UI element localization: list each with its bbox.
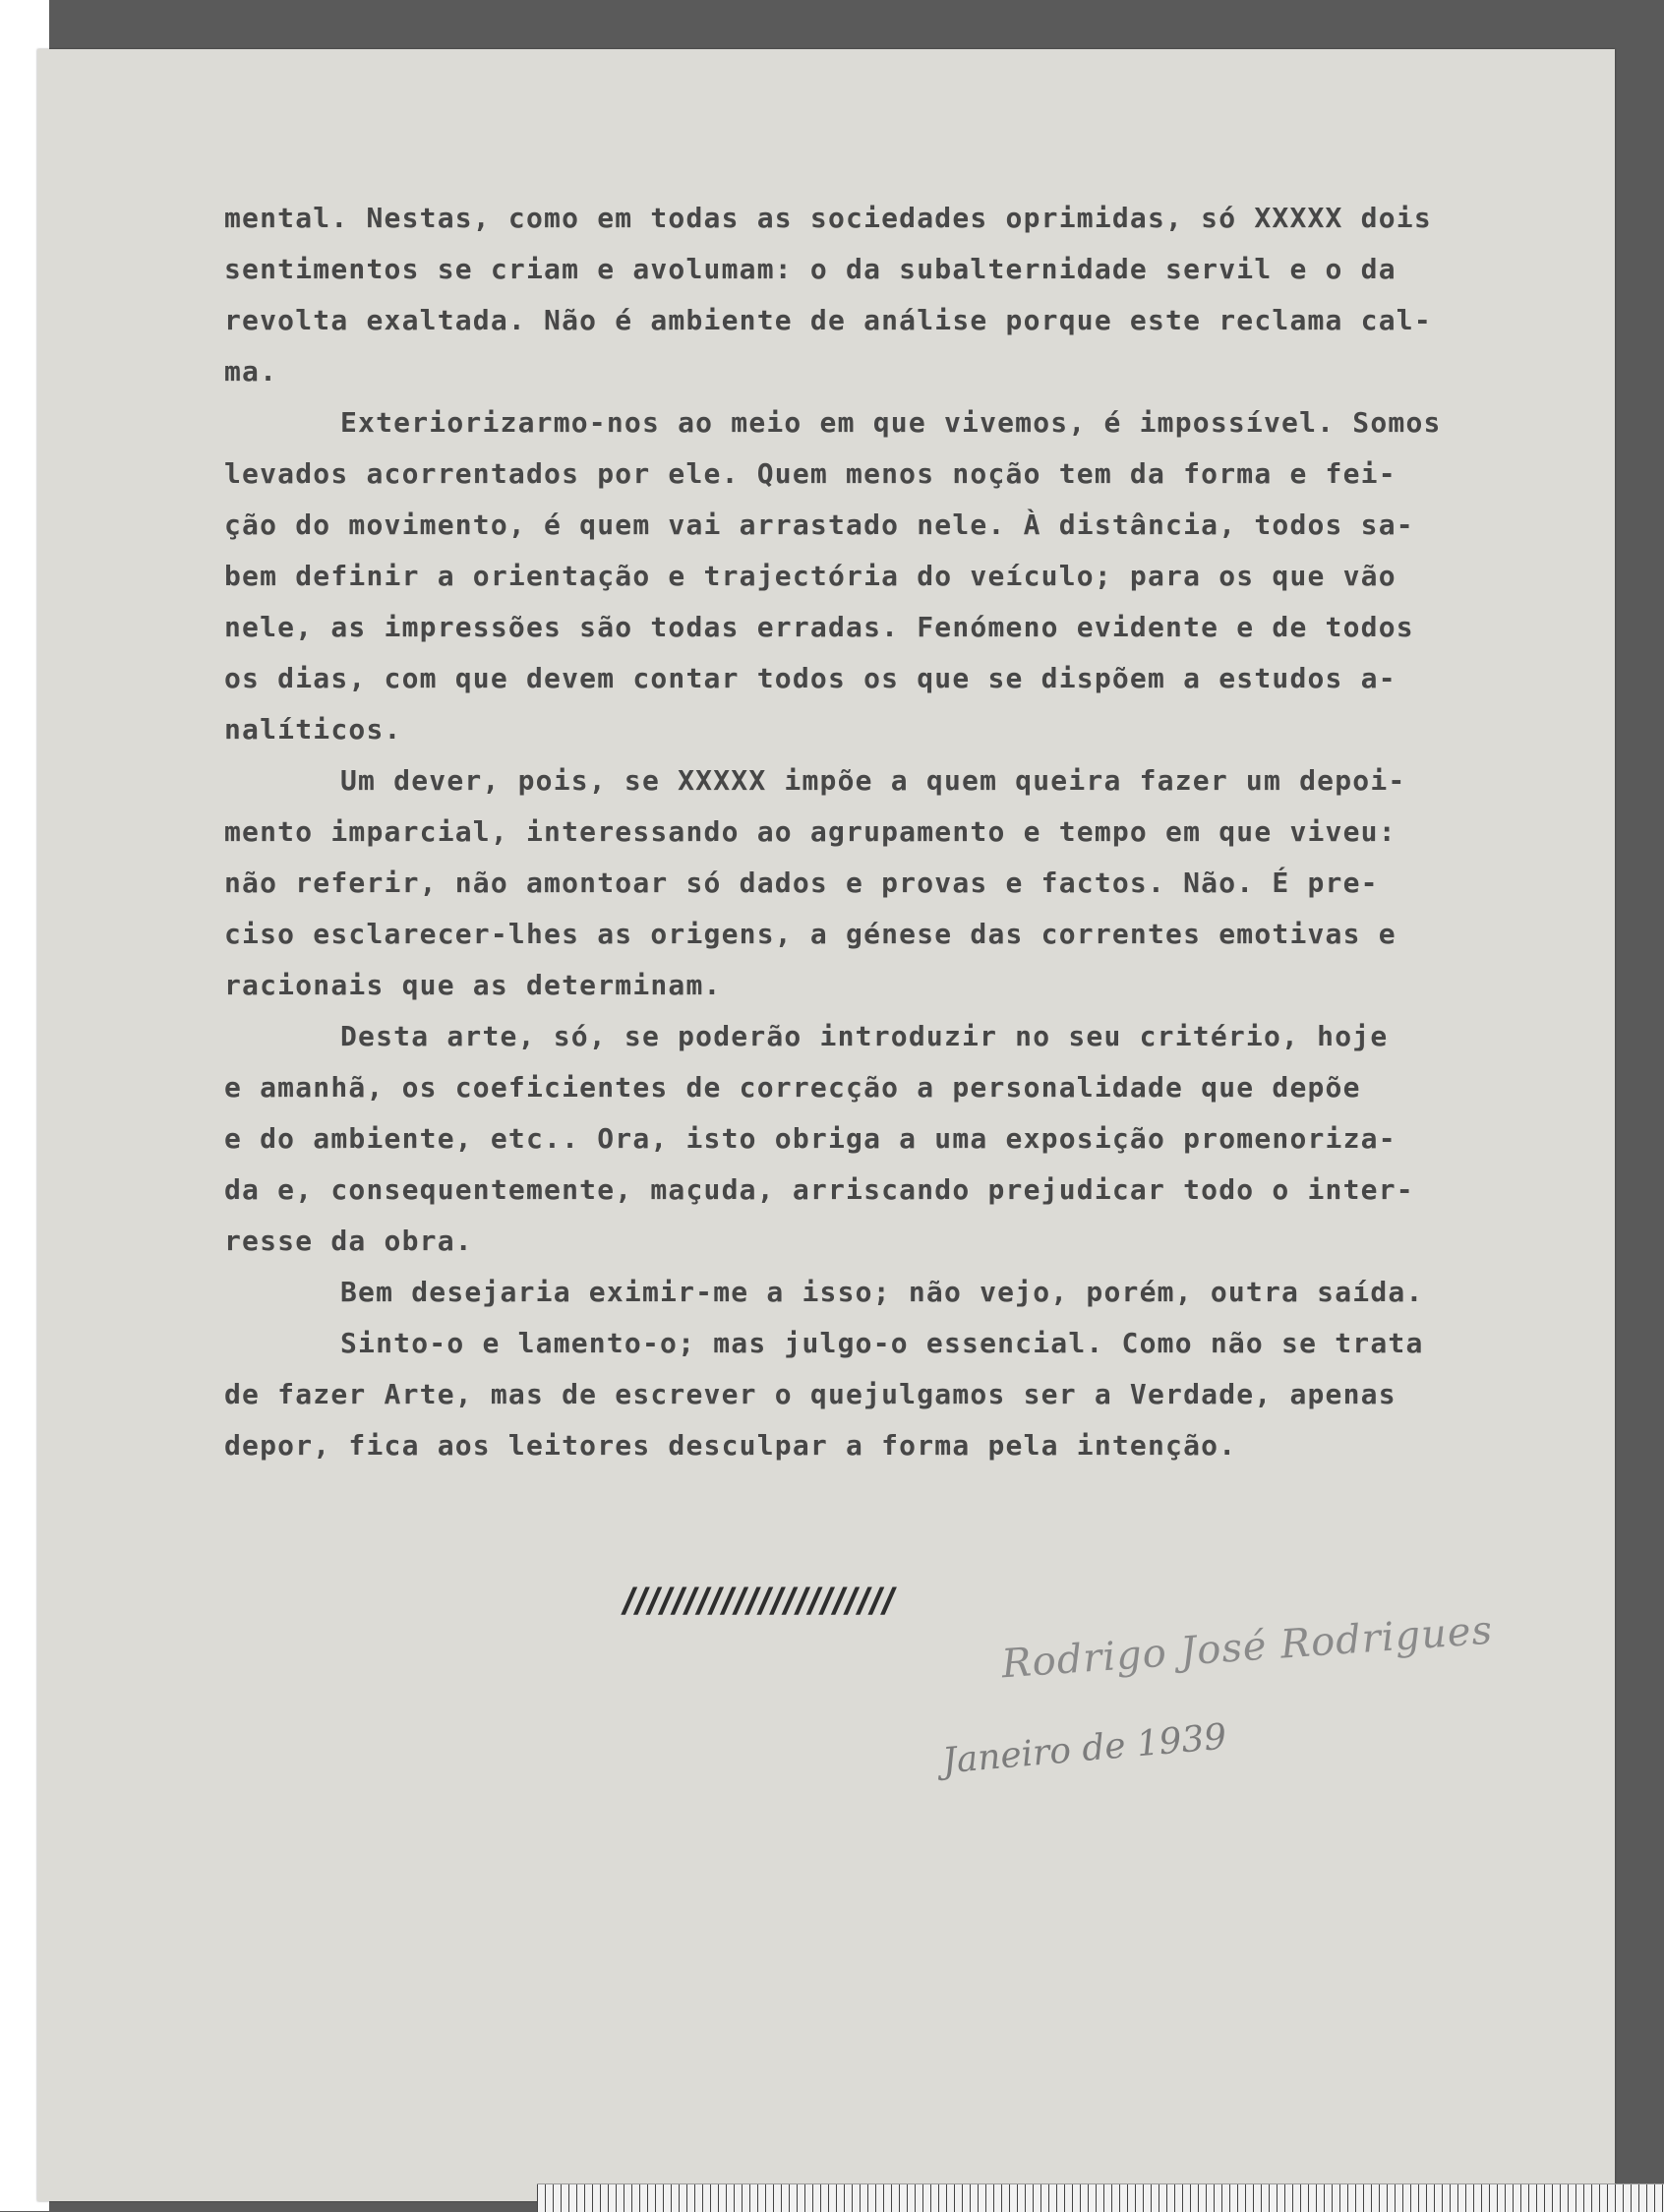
text-line: levados acorrentados por ele. Quem menos noção tem da forma e fei- <box>224 457 1397 490</box>
typed-body-text <box>224 193 1542 1471</box>
text-line: resse da obra. <box>224 1225 473 1257</box>
text-line: mental. Nestas, como em todas as sociedades oprimidas, só XXXXX dois <box>224 202 1432 234</box>
separator-line: ////////////////////// <box>618 1582 901 1623</box>
text-line: ciso esclarecer-lhes as origens, a génese das correntes emotivas e <box>224 918 1397 950</box>
text-line: racionais que as determinam. <box>224 969 722 1001</box>
text-line: ma. <box>224 355 278 388</box>
text-line: da e, consequentemente, maçuda, arriscando prejudicar todo o inter- <box>224 1173 1414 1206</box>
text-line: revolta exaltada. Não é ambiente de análise porque este reclama cal- <box>224 304 1432 336</box>
text-line: mento imparcial, interessando ao agrupamento e tempo em que viveu: <box>224 815 1397 848</box>
text-line: e do ambiente, etc.. Ora, isto obriga a uma exposição promenoriza- <box>224 1122 1397 1155</box>
text-line: nalíticos. <box>224 713 402 746</box>
text-line: de fazer Arte, mas de escrever o quejulgamos ser a Verdade, apenas <box>224 1378 1397 1410</box>
text-line: os dias, com que devem contar todos os que se dispõem a estudos a- <box>224 662 1397 694</box>
handwritten-signature: Rodrigo José Rodrigues <box>1000 1607 1495 1688</box>
text-line: ção do movimento, é quem vai arrastado nele. À distância, todos sa- <box>224 508 1414 541</box>
text-line: Exteriorizarmo-nos ao meio em que vivemos, é impossível. Somos <box>340 406 1442 439</box>
text-line: Bem desejaria eximir-me a isso; não vejo, porém, outra saída. <box>340 1276 1424 1308</box>
text-line: Um dever, pois, se XXXXX impõe a quem queira fazer um depoi- <box>340 764 1406 797</box>
text-line: depor, fica aos leitores desculpar a forma pela intenção. <box>224 1429 1237 1462</box>
text-line: nele, as impressões são todas erradas. Fenómeno evidente e de todos <box>224 611 1414 643</box>
text-line: Sinto-o e lamento-o; mas julgo-o essencial. Como não se trata <box>340 1327 1424 1359</box>
text-line: não referir, não amontoar só dados e provas e factos. Não. É pre- <box>224 867 1379 899</box>
handwritten-date: Janeiro de 1939 <box>940 1716 1228 1782</box>
measurement-ruler <box>537 2183 1664 2212</box>
text-line: Desta arte, só, se poderão introduzir no seu critério, hoje <box>340 1020 1389 1052</box>
text-line: bem definir a orientação e trajectória do veículo; para os que vão <box>224 560 1397 592</box>
text-line: e amanhã, os coeficientes de correcção a personalidade que depõe <box>224 1071 1361 1104</box>
text-line: sentimentos se criam e avolumam: o da subalternidade servil e o da <box>224 253 1397 285</box>
